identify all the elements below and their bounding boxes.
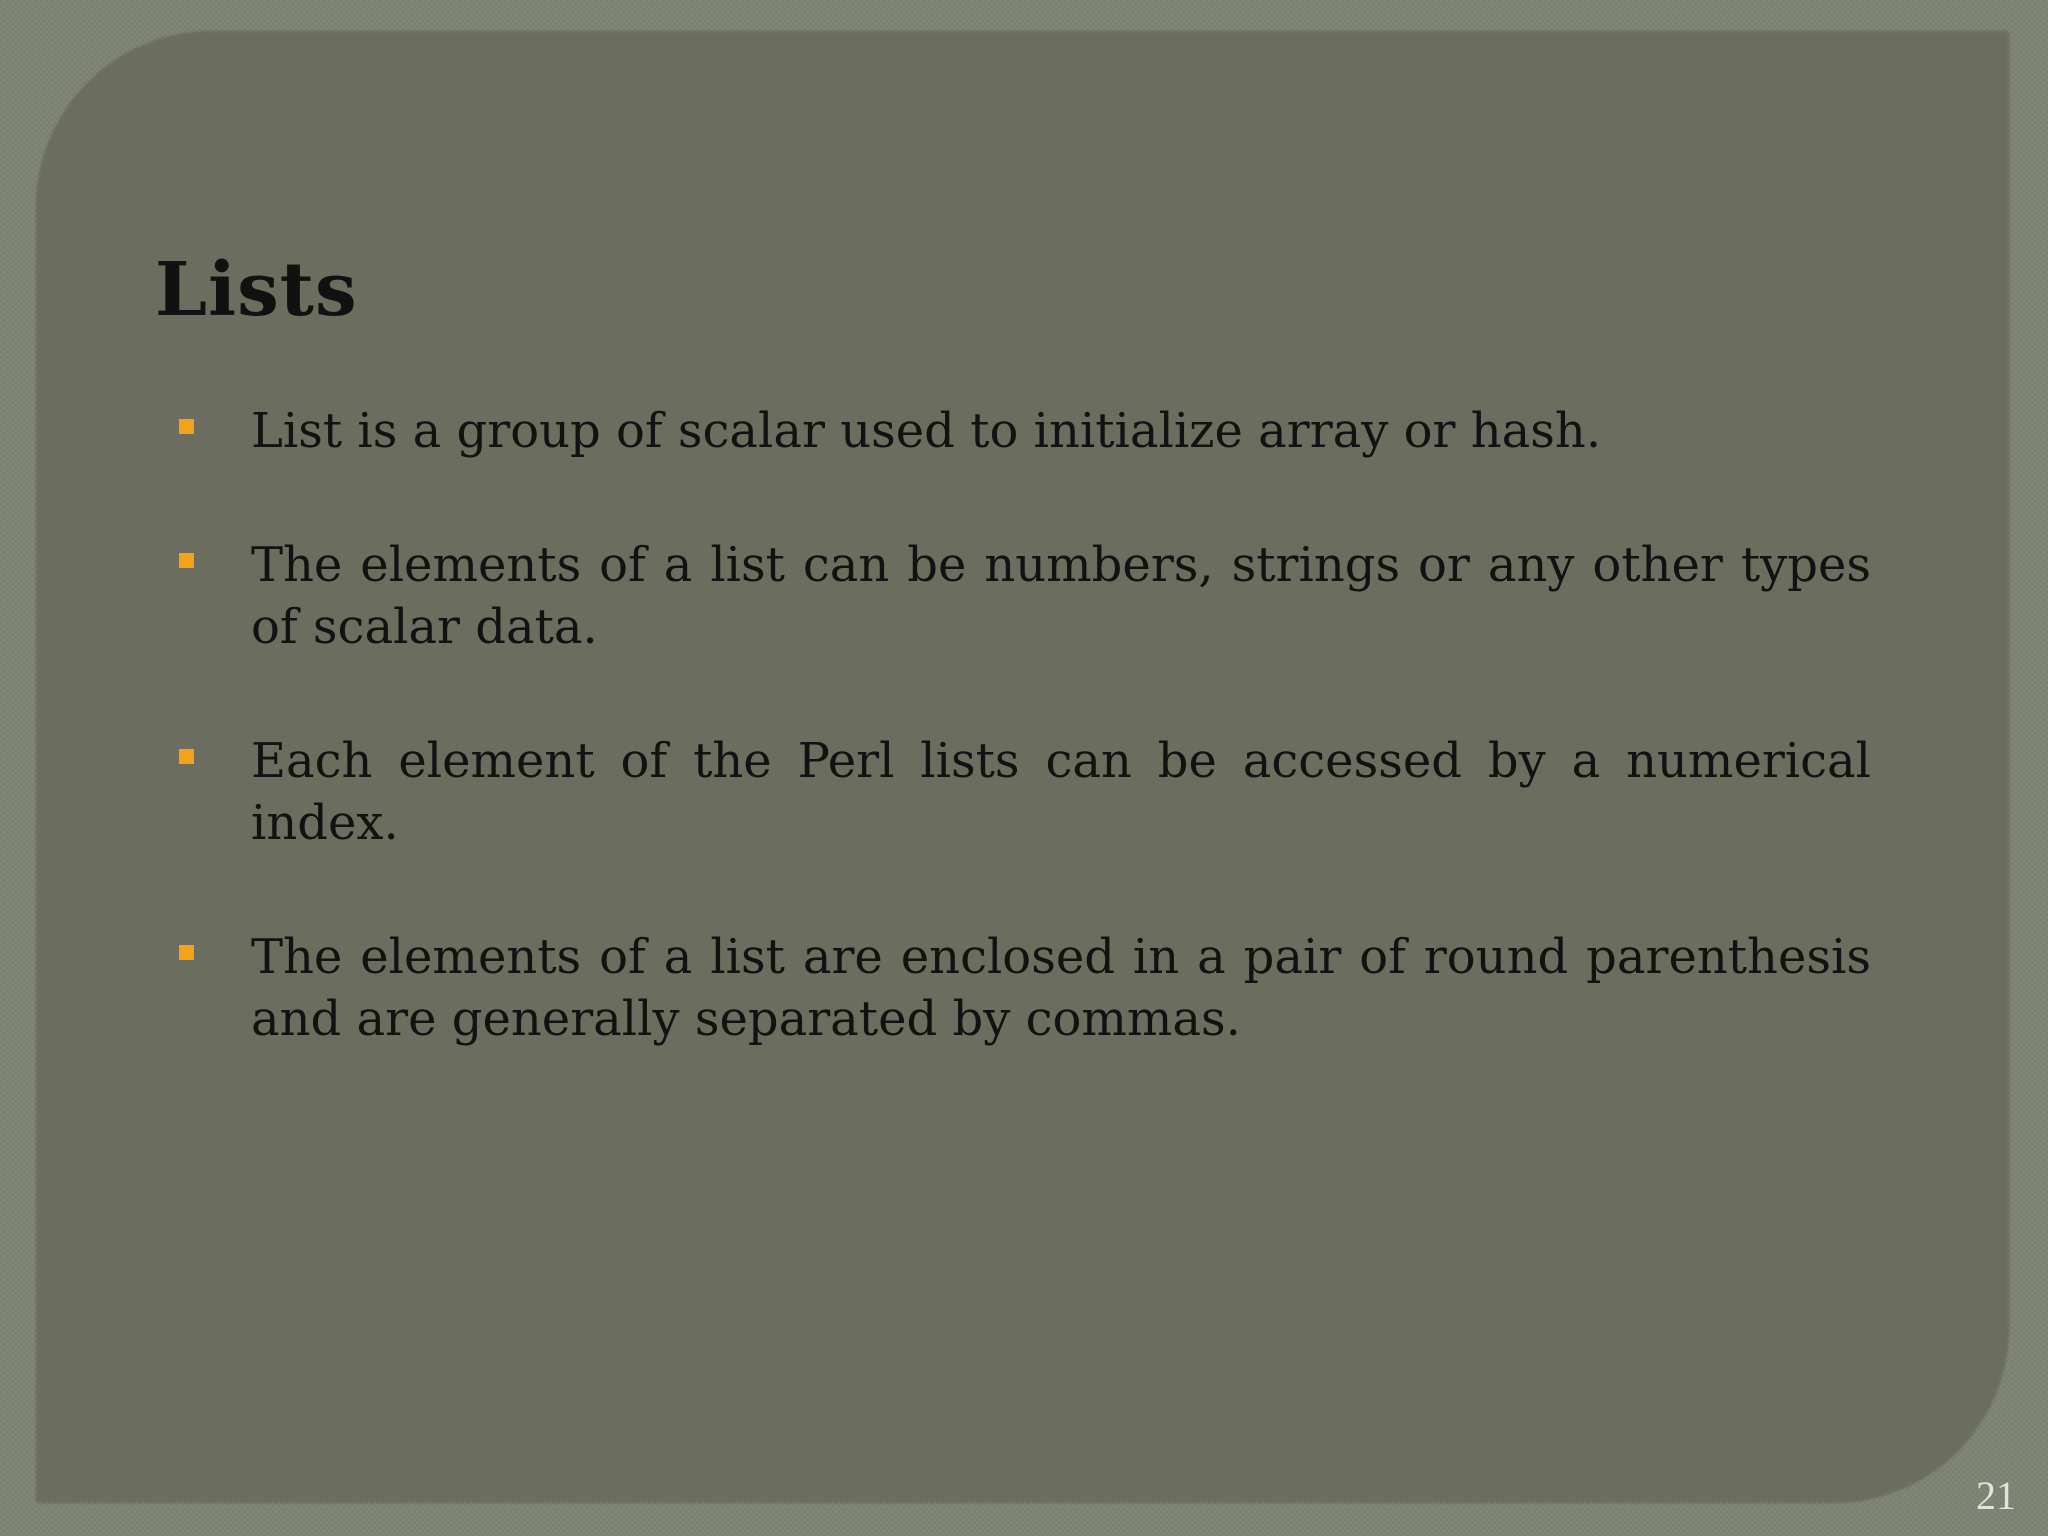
slide-title: Lists [155, 247, 358, 333]
bullet-text: Each element of the Perl lists can be accessed by a numerical index. [251, 733, 1871, 851]
square-bullet-icon [179, 419, 194, 434]
bullet-text: The elements of a list are enclosed in a pair of round parenthesis and are generally separated by commas. [251, 929, 1871, 1047]
square-bullet-icon [179, 553, 194, 568]
square-bullet-icon [179, 749, 194, 764]
page-number: 21 [1976, 1473, 2016, 1518]
bullet-item [251, 534, 1871, 658]
bullet-list [251, 400, 1871, 1122]
square-bullet-icon [179, 945, 194, 960]
bullet-item [251, 926, 1871, 1050]
bullet-item [251, 730, 1871, 854]
bullet-item [251, 400, 1871, 462]
bullet-text: The elements of a list can be numbers, strings or any other types of scalar data. [251, 537, 1871, 655]
bullet-text: List is a group of scalar used to initialize array or hash. [251, 403, 1602, 459]
